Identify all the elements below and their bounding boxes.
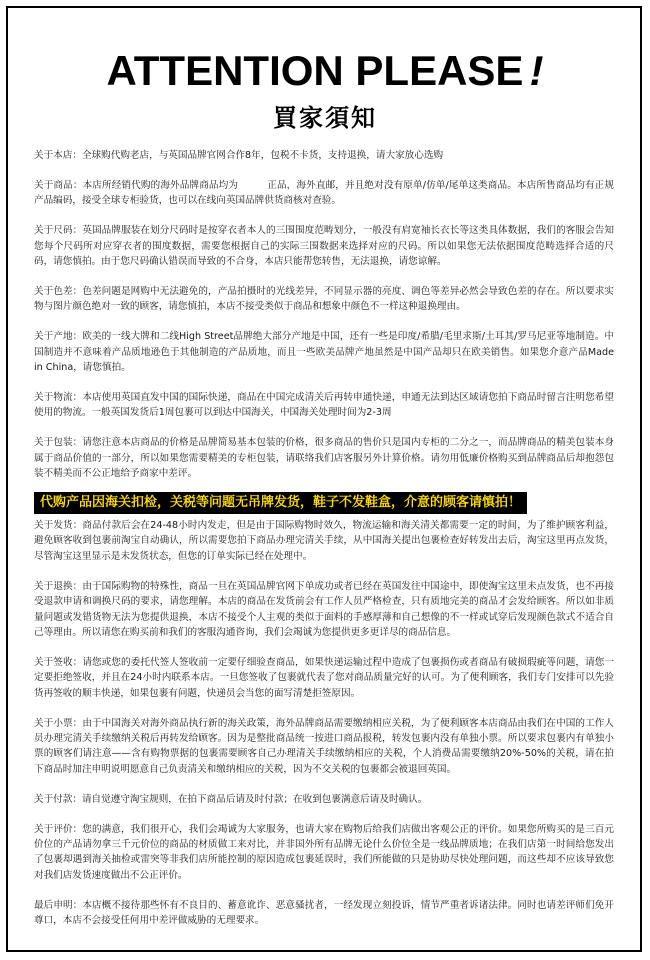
notice-about-signing: 关于签收：请您或您的委托代签人签收前一定要仔细验查商品，如果快递运输过程中造成了包裹损伤或者商品有破损瑕疵等问题，请您一定要拒绝签收，并且在24小时内联系本店。一旦您签收了包裹就代表了您对商品质量完好的认可。为了便利顾客，我们专门安排可以先验货再签收的顺丰快递，如果包裹有问题，快递员会当您的面写清楚拒签原因。 (34, 656, 614, 699)
page-subtitle: 買家須知 (273, 104, 377, 132)
notice-about-dispatch: 关于发货：商品付款后会在24-48小时内发走，但是由于国际购物时效久，物流运输和海关清关都需要一定的时间，为了维护顾客利益，避免顾客收到包裹前淘宝自动确认，所以需要您拍下商品办理完清关手续，从中国海关提出包裹检查好转发出去后，淘宝这里再点发货，尽管淘宝这里显示是未发货状态，但您的订单实际已经在处理中。 (34, 520, 614, 562)
notice-about-goods: 关于商品：本店所经销代购的海外品牌商品均为 正品，海外直邮，并且绝对没有原单/仿单/尾单这类商品。本店所售商品均有正规产品编码，接受全球专柜验货，也可以在线向英国品牌供货商核对查验。 (34, 179, 614, 207)
notice-body (34, 148, 614, 943)
notice-about-returns: 关于退换：由于国际购物的特殊性，商品一旦在英国品牌官网下单成功或者已经在英国发往中国途中，即使淘宝这里未点发货，也不再接受退款申请和调换尺码的要求，请您理解。本店的商品在发货前会有工作人员严格检查，只有质地完美的商品才会发给顾客。所以如非质量问题或发错货物无法为您提供退换，本店不接受个人主观的类似于面料的手感厚薄和自己想像的不一样或试穿后发现颜色款式不适合自己等理由。所以请您在购买前和我们的客服沟通咨询，我们会竭诚为您提供更多更详尽的商品信息。 (34, 580, 614, 638)
notice-about-origin: 关于产地：欧美的一线大牌和二线High Street品牌绝大部分产地是中国，还有一些是印度/希腊/毛里求斯/土耳其/罗马尼亚等地制造。中国制造并不意味着产品质地逊色于其他制造的产品质地，而且一些欧美品牌产地虽然是中国产品却只在欧美销售。如果您介意产品Made in China，请您慎拍。 (34, 331, 614, 374)
notice-about-packaging: 关于包装：请您注意本店商品的价格是品牌简易基本包装的价格，很多商品的售价只是国内专柜的二分之一，而品牌商品的精美包装本身属于商品价值的一部分，所以如果您需要精美的专柜包装，请联络我们店客服另外计算价格。请勿用低廉价格购买到品牌商品后却抱怨包装不精美而不公正地给予商家中差评。 (34, 437, 614, 480)
page-title (0, 46, 650, 96)
notice-final-statement: 最后申明：本店概不接待那些怀有不良目的、蓄意讹诈、恶意骚扰者，一经发现立刻投诉，情节严重者诉诸法律。同时也请差评师们免开尊口，本店不会接受任何用中差评做威胁的无理要求。 (34, 899, 614, 927)
notice-about-size: 关于尺码：英国品牌服装在划分尺码时是按穿衣者本人的三围围度范畴划分，一般没有肩宽袖长衣长等这类具体数据，我们的客服会告知您每个尺码所对应穿衣者的围度数据，需要您根据自己的实际三围数据来选择对应的尺码。所以如果您无法依据围度范畴选择合适的尺码，请您慎拍。由于您尺码确认错误而导致的不合身，本店只能帮您转售，无法退换，请您谅解。 (34, 225, 614, 268)
exclamation-mark: ! (529, 47, 544, 94)
notice-about-shipping: 关于物流：本店使用英国直发中国的国际快递，商品在中国完成清关后再转申通快递，申通无法到达区域请您拍下商品时留言注明您希望使用的物流。一般英国发货后1周包裹可以到达中国海关，中国海关处理时间为2-3周 (34, 391, 614, 419)
title-text: ATTENTION PLEASE (106, 47, 524, 94)
notice-about-color: 关于色差：色差问题是网购中无法避免的，产品拍摄时的光线差异，不同显示器的亮度、调色等差异必然会导致色差的存在。所以要求实物与图片颜色绝对一致的顾客，请您慎拍，本店不接受类似于商品和想象中颜色不一样这种退换理由。 (34, 285, 614, 313)
notice-about-store: 关于本店：全球购代购老店，与英国品牌官网合作8年，包税不卡货，支持退换，请大家放心选购 (34, 150, 444, 161)
notice-about-payment: 关于付款：请自觉遵守淘宝规则，在拍下商品后请及时付款；在收到包裹满意后请及时确认。 (34, 793, 428, 805)
notice-about-reviews: 关于评价：您的满意，我们很开心，我们会竭诚为大家服务，也请大家在购物后给我们店做出客观公正的评价。如果您所购买的是三百元价位的产品请勿拿三千元价位的商品的材质做工来对比，并非国外所有品牌无论什么价位全是一线品牌质地；在我们店第一时间给您发出了包裹却遇到海关抽检或雷突等非我们店所能控制的原因造成包裹延误时，我们所能做的只是协助尽快处理问题，而这些却不应该导致您对我们店发货速度做出不公正评价。 (34, 823, 614, 881)
warning-banner: 代购产品因海关扣检，关税等问题无吊牌发货，鞋子不发鞋盒，介意的顾客请慎拍！ (34, 492, 527, 514)
notice-about-receipt: 关于小票：由于中国海关对海外商品执行新的海关政策，海外品牌商品需要缴纳相应关税，为了便利顾客本店商品由我们在中国的工作人员办理完清关手续缴纳关税后再转发给顾客。因为是整批商品统一按进口商品报税，转发包裹内没有单独小票。所以要求包裹内有单独小票的顾客们请注意——含有购物票据的包裹需要顾客自己办理清关手续缴纳相应的关税，个人消费品需要缴纳20%-50%的关税，请在拍下商品时加注申明说明愿意自己负责清关和缴纳相应的关税，因为不交关税的包裹都会被退回英国。 (34, 717, 614, 775)
